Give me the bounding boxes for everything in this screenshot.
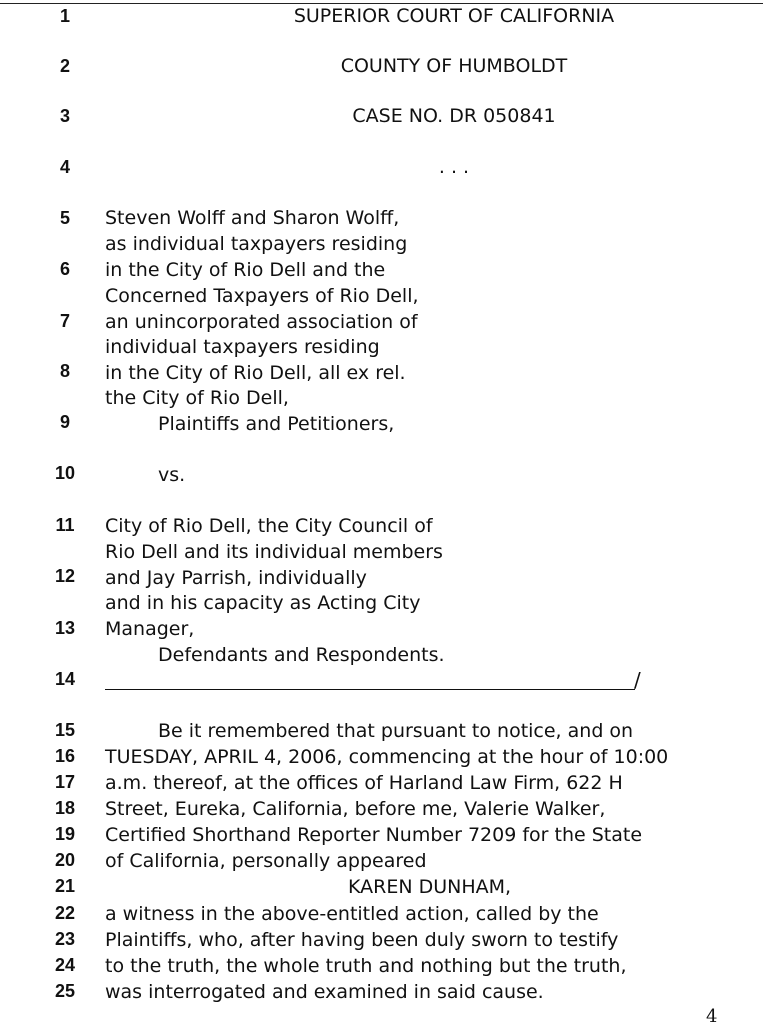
line-number: 11	[55, 515, 75, 535]
body-line: Street, Eureka, California, before me, Valerie Walker,	[105, 798, 606, 820]
line-number: 12	[54, 566, 76, 586]
line-number: 13	[54, 618, 76, 638]
versus: vs.	[158, 464, 186, 486]
body-line: was interrogated and examined in said cause.	[105, 981, 544, 1003]
body-line: Certified Shorthand Reporter Number 7209 for the State	[105, 824, 643, 846]
line-number: 1	[59, 6, 70, 26]
page-number: 4	[706, 1006, 718, 1027]
line-number: 17	[54, 772, 76, 792]
body-line: to the truth, the whole truth and nothing but the truth,	[105, 955, 627, 977]
line-number: 19	[54, 824, 76, 844]
body-line: TUESDAY, APRIL 4, 2006, commencing at the hour of 10:00	[105, 746, 669, 768]
line-number: 24	[54, 955, 76, 975]
line-number: 7	[59, 311, 70, 331]
line-number: 18	[54, 798, 76, 818]
caption-line: the City of Rio Dell,	[105, 387, 289, 409]
caption-line: and in his capacity as Acting City	[105, 592, 421, 614]
case-number: CASE NO. DR 050841	[352, 105, 556, 127]
body-line: of California, personally appeared	[105, 850, 427, 872]
caption-line: in the City of Rio Dell, all ex rel.	[105, 362, 406, 384]
caption-line: and Jay Parrish, individually	[105, 567, 367, 589]
line-number: 21	[54, 876, 76, 896]
court-name: SUPERIOR COURT OF CALIFORNIA	[293, 5, 615, 27]
line-number: 14	[54, 669, 76, 689]
body-line: a witness in the above-entitled action, called by the	[105, 903, 599, 925]
line-number: 23	[54, 929, 76, 949]
line-number: 4	[59, 157, 70, 177]
caption-line: City of Rio Dell, the City Council of	[105, 515, 433, 537]
ellipsis: . . .	[438, 156, 470, 178]
caption-line: an unincorporated association of	[105, 311, 418, 333]
county-name: COUNTY OF HUMBOLDT	[340, 55, 568, 77]
line-number: 5	[59, 208, 70, 228]
caption-line: Steven Wolff and Sharon Wolff,	[105, 207, 400, 229]
line-number: 3	[59, 106, 70, 126]
plaintiffs-role: Plaintiffs and Petitioners,	[158, 413, 395, 435]
caption-line: Rio Dell and its individual members	[105, 541, 443, 563]
caption-line: individual taxpayers residing	[105, 336, 380, 358]
line-number: 16	[54, 746, 76, 766]
line-number: 22	[54, 903, 76, 923]
line-number: 20	[54, 850, 76, 870]
line-number: 9	[59, 412, 70, 432]
defendants-role: Defendants and Respondents.	[158, 644, 445, 666]
caption-underline	[105, 689, 635, 690]
line-number: 2	[59, 56, 70, 76]
caption-line: Manager,	[105, 618, 195, 640]
caption-slash: /	[634, 668, 641, 692]
line-number: 25	[54, 981, 76, 1001]
line-number: 6	[59, 259, 70, 279]
line-number: 10	[54, 463, 76, 483]
line-number: 15	[54, 720, 76, 740]
body-line: Be it remembered that pursuant to notice, and on	[158, 720, 634, 742]
caption-line: as individual taxpayers residing	[105, 233, 408, 255]
witness-name: KAREN DUNHAM,	[348, 876, 512, 898]
caption-line: Concerned Taxpayers of Rio Dell,	[105, 285, 419, 307]
body-line: a.m. thereof, at the offices of Harland Law Firm, 622 H	[105, 772, 623, 794]
line-number: 8	[59, 361, 70, 381]
caption-line: in the City of Rio Dell and the	[105, 259, 386, 281]
body-line: Plaintiffs, who, after having been duly sworn to testify	[105, 929, 619, 951]
